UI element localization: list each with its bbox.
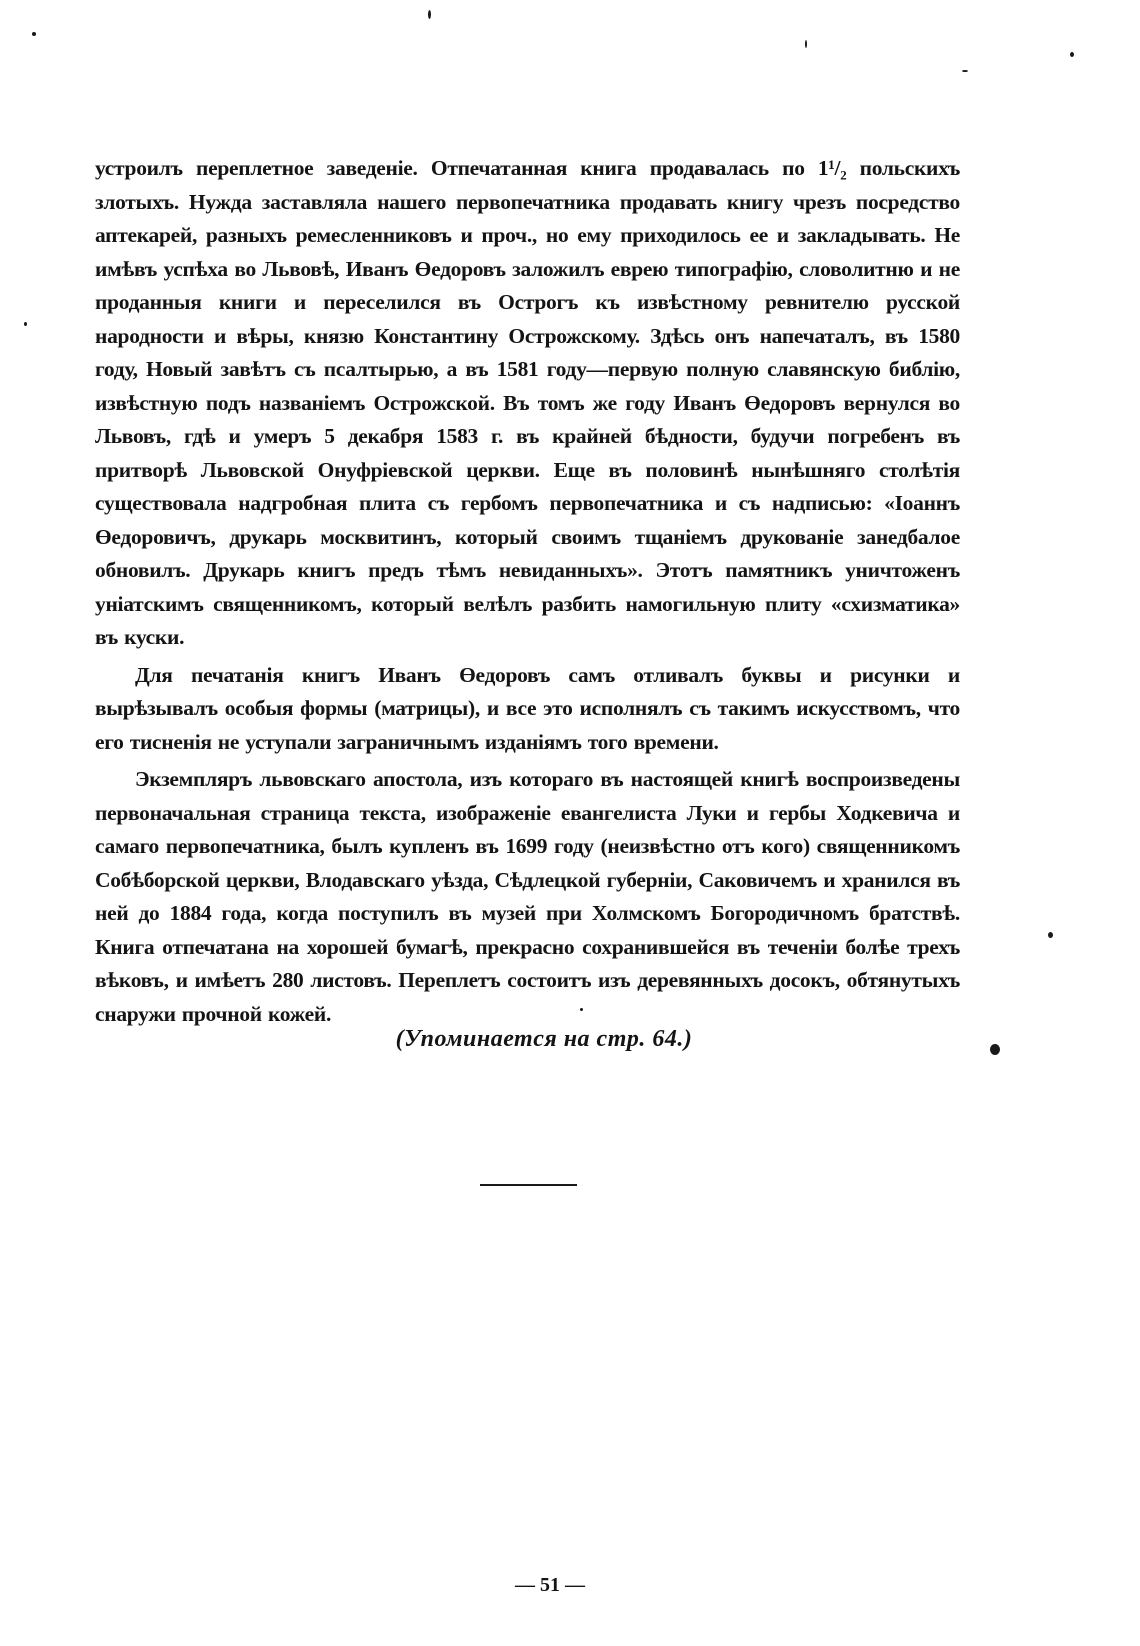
scan-speck [962,70,968,72]
paragraph-1: устроилъ переплетное заведеніе. Отпечатанная книга продавалась по 1¹/₂ польскихъ злотыхъ. Нужда заставляла нашего первопечатника продавать книгу чрезъ посредство аптекарей, разныхъ ремесленниковъ и проч., но ему приходилось ее и закладывать. Не имѣвъ успѣха во Львовѣ, Иванъ Өедоровъ заложилъ еврею типографію, словолитню и не проданныя книги и переселился въ Острогъ къ извѣстному ревнителю русской народности и вѣры, князю Константину Острожскому. Здѣсь онъ напечаталъ, въ 1580 году, Новый завѣтъ съ псалтырью, а въ 1581 году—первую полную славянскую библію, извѣстную подъ названіемъ Острожской. Въ томъ же году Иванъ Өедоровъ вернулся во Львовъ, гдѣ и умеръ 5 декабря 1583 г. въ крайней бѣдности, будучи погребенъ въ притворѣ Львовской Онуфріевской церкви. Еще въ половинѣ нынѣшняго столѣтія существовала надгробная плита съ гербомъ первопечатника и съ надписью: «Іоаннъ Өедоровичъ, друкарь москвитинъ, который своимъ тщаніемъ друкованіе занедбалое обновилъ. Друкарь книгъ предъ тѣмъ невиданныхъ». Этотъ памятникъ уничтоженъ уніатскимъ священникомъ, который велѣлъ разбить намогильную плиту «схизматика» въ куски. [95,156,960,649]
scan-speck [1048,932,1053,938]
scan-speck [1070,52,1074,57]
scan-speck [428,10,431,19]
page-number [0,1574,1140,1597]
scan-speck [580,1008,583,1011]
page-reference-text: (Упоминается на стр. 64.) [395,1026,693,1052]
paragraph-3: Экземпляръ львовскаго апостола, изъ котораго въ настоящей книгѣ воспроизведены первоначальная страница текста, изображеніе евангелиста Луки и гербы Ходкевича и самаго первопечатника, былъ купленъ въ 1699 году (неизвѣстно отъ кого) священникомъ Собѣборской церкви, Влодавскаго уѣзда, Сѣдлецкой губерніи, Саковичемъ и хранился въ ней до 1884 года, когда поступилъ въ музей при Холмскомъ Богородичномъ братствѣ. Книга отпечатана на хорошей бумагѣ, прекрасно сохранившейся въ теченіи болѣе трехъ вѣковъ, и имѣетъ 280 листовъ. Переплетъ состоитъ изъ деревянныхъ досокъ, обтянутыхъ снаружи прочной кожей. [95,767,960,1026]
scan-speck [32,32,36,36]
page-number-text: — 51 — [515,1574,585,1596]
body-text [95,152,960,1035]
scan-speck [990,1044,1000,1055]
section-divider [480,1184,577,1186]
scan-speck [805,40,807,48]
scan-speck [24,322,27,326]
paragraph-2: Для печатанія книгъ Иванъ Өедоровъ самъ отливалъ буквы и рисунки и вырѣзывалъ особыя формы (матрицы), и все это исполнялъ съ такимъ искусствомъ, что его тисненія не уступали заграничнымъ изданіямъ того времени. [95,662,960,754]
page-reference-note [0,1026,1140,1053]
